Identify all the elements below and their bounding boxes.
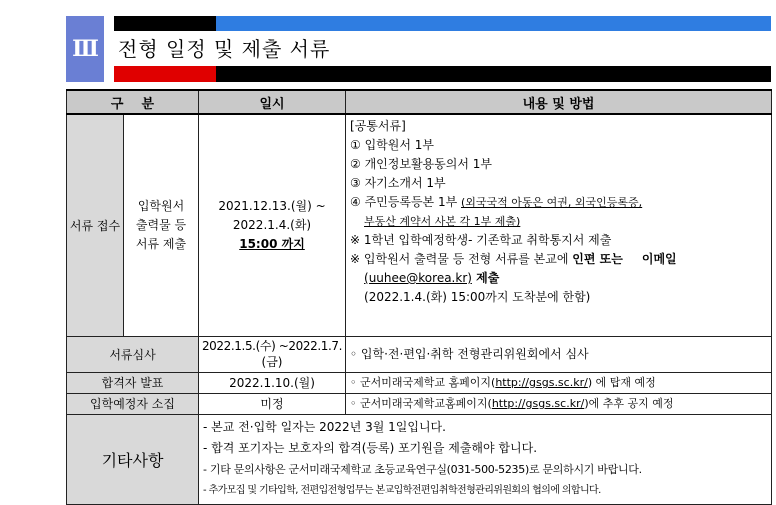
date-cell bbox=[199, 114, 346, 336]
table-row-misc bbox=[67, 414, 772, 504]
note2-text: ※ 입학원서 출력물 등 전형 서류를 본교에 bbox=[350, 252, 573, 266]
table-row-review bbox=[67, 336, 772, 372]
content-text: )에 추후 공지 예정 bbox=[584, 397, 674, 410]
section-title: 전형 일정 및 제출 서류 bbox=[118, 37, 331, 61]
content-cell bbox=[199, 414, 772, 504]
note2-email-label: 이메일 bbox=[641, 252, 677, 266]
content-text: ◦ 군서미래국제학교 홈페이지( bbox=[350, 376, 496, 389]
subcategory-line: 서류 제출 bbox=[135, 236, 187, 251]
email-submit: 제출 bbox=[471, 271, 500, 285]
content-text: ◦ 군서미래국제학교홈페이지( bbox=[350, 397, 492, 410]
date-cell: 2022.1.10.(월) bbox=[199, 372, 346, 393]
category-cell: 기타사항 bbox=[67, 414, 199, 504]
date-line: 2021.12.13.(월) ~ bbox=[218, 198, 326, 213]
table-header-row bbox=[67, 90, 772, 114]
date-line: 2022.1.5.(수) ~2022.1.7. bbox=[201, 339, 343, 353]
item4-note: (외국국적 아동은 여권, 외국인등록증, bbox=[461, 196, 643, 209]
deadline-line: (2022.1.4.(화) 15:00까지 도착분에 한함) bbox=[364, 290, 591, 304]
header-content: 내용 및 방법 bbox=[346, 90, 772, 114]
header-date: 일시 bbox=[199, 90, 346, 114]
item4-prefix: ④ 주민등록등본 1부 bbox=[350, 195, 461, 209]
content-text: ) 에 탑재 예정 bbox=[587, 376, 656, 389]
content-note: ※ 1학년 입학예정학생- 기존학교 취학통지서 제출 bbox=[350, 233, 612, 247]
header-category: 구 분 bbox=[67, 90, 199, 114]
category-cell: 서류심사 bbox=[67, 336, 199, 372]
date-cell bbox=[199, 336, 346, 372]
misc-line: - 본교 전·입학 일자는 2022년 3월 1일입니다. bbox=[203, 420, 446, 434]
header-bar-black bbox=[114, 16, 216, 31]
date-line: (금) bbox=[261, 355, 283, 369]
category-cell: 합격자 발표 bbox=[67, 372, 199, 393]
content-heading: [공통서류] bbox=[350, 119, 406, 133]
content-cell: ◦ 입학·전·편입·취학 전형관리위원회에서 심사 bbox=[346, 336, 772, 372]
category-cell: 서류 접수 bbox=[67, 114, 124, 336]
item4-continuation: 부동산 계약서 사본 각 1부 제출) bbox=[364, 215, 521, 228]
email-line bbox=[350, 269, 767, 288]
date-line: 2022.1.4.(화) bbox=[232, 217, 312, 232]
note2-bold: 인편 또는 bbox=[572, 252, 623, 266]
category-cell: 입학예정자 소집 bbox=[67, 393, 199, 414]
header-bar-blue bbox=[216, 16, 771, 31]
content-note bbox=[350, 250, 767, 269]
misc-line: - 기타 문의사항은 군서미래국제학교 초등교육연구실(031-500-5235)로 문의하시기 바랍니다. bbox=[203, 463, 642, 476]
content-cell bbox=[346, 393, 772, 414]
section-number-badge: Ⅲ bbox=[66, 16, 104, 82]
time-line: 15:00 까지 bbox=[239, 236, 305, 251]
content-item: ③ 자기소개서 1부 bbox=[350, 176, 446, 190]
email-link[interactable]: (uuhee@korea.kr) bbox=[364, 271, 472, 285]
misc-line: - 합격 포기자는 보호자의 합격(등록) 포기원을 제출해야 합니다. bbox=[203, 441, 538, 455]
homepage-link[interactable]: http://gsgs.sc.kr/ bbox=[491, 397, 585, 410]
subcategory-cell bbox=[124, 114, 199, 336]
content-cell bbox=[346, 114, 772, 336]
date-cell: 미정 bbox=[199, 393, 346, 414]
homepage-link[interactable]: http://gsgs.sc.kr/ bbox=[495, 376, 588, 389]
table-row-gathering bbox=[67, 393, 772, 414]
content-item bbox=[350, 193, 767, 212]
table-row-announcement bbox=[67, 372, 772, 393]
header-bar-black-bottom bbox=[216, 66, 771, 82]
content-item: ① 입학원서 1부 bbox=[350, 138, 434, 152]
content-cell bbox=[346, 372, 772, 393]
schedule-table bbox=[66, 89, 772, 505]
header-bar-red bbox=[114, 66, 216, 82]
table-row-document-submission bbox=[67, 114, 772, 336]
subcategory-line: 출력물 등 bbox=[135, 217, 187, 232]
content-item: ② 개인정보활용동의서 1부 bbox=[350, 157, 492, 171]
misc-line: - 추가모집 및 기타입학, 전편입전형업무는 본교입학전편입취학전형관리위원회의 협의에 의합니다. bbox=[203, 485, 601, 496]
subcategory-line: 입학원서 bbox=[137, 198, 185, 213]
